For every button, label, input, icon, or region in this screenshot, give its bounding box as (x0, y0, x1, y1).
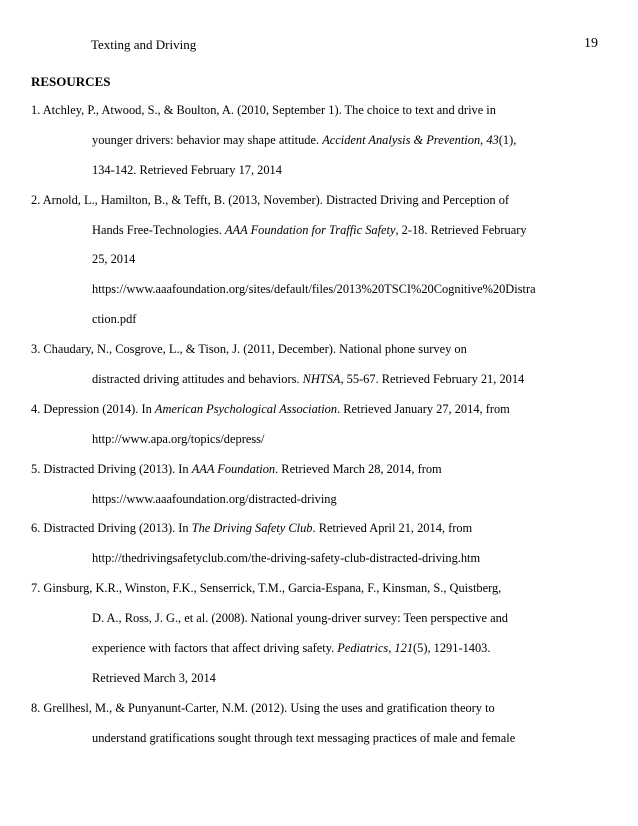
page-number: 19 (584, 36, 598, 51)
text-run: 6. Distracted Driving (2013). In (31, 521, 192, 536)
text-run: distracted driving attitudes and behaviors. (92, 372, 303, 387)
reference-line (31, 730, 551, 760)
reference-line (31, 222, 551, 252)
text-run: , 55-67. Retrieved February 21, 2014 (340, 372, 525, 387)
text-run: 8. Grellhesl, M., & Punyanunt-Carter, N.M. (2012). Using the uses and gratification theory to (31, 700, 495, 715)
text-run: (1), (498, 132, 517, 147)
running-header-title: Texting and Driving (91, 37, 197, 52)
reference-line (31, 341, 551, 371)
text-run: Retrieved March 3, 2014 (92, 670, 216, 685)
reference-line (31, 491, 551, 521)
text-run: understand gratifications sought through text messaging practices of male and female (92, 730, 516, 745)
reference-entry (31, 700, 551, 760)
section-heading: RESOURCES (31, 74, 111, 89)
text-run: 7. Ginsburg, K.R., Winston, F.K., Senserrick, T.M., Garcia-Espana, F., Kinsman, S., Quistberg, (31, 581, 502, 596)
reference-list (31, 102, 551, 760)
text-run: 2. Arnold, L., Hamilton, B., & Tefft, B. (2013, November). Distracted Driving and Perception of (31, 192, 510, 207)
text-run: . Retrieved January 27, 2014, from (337, 401, 510, 416)
text-run: http://thedrivingsafetyclub.com/the-driving-safety-club-distracted-driving.htm (92, 551, 481, 566)
italic-text: American Psychological Association (154, 401, 338, 416)
italic-text: AAA Foundation for Traffic Safety (224, 222, 396, 237)
italic-text: Pediatrics, 121 (337, 641, 414, 656)
text-run: . Retrieved April 21, 2014, from (312, 521, 473, 536)
reference-line (31, 670, 551, 700)
text-run: 134-142. Retrieved February 17, 2014 (92, 162, 282, 177)
text-run: ction.pdf (92, 312, 137, 327)
reference-line (31, 401, 551, 431)
text-run: https://www.aaafoundation.org/sites/default/files/2013%20TSCI%20Cognitive%20Distra (92, 282, 536, 297)
reference-line (31, 281, 551, 311)
reference-line (31, 192, 551, 222)
reference-line (31, 610, 551, 640)
text-run: , (480, 132, 487, 147)
reference-line (31, 431, 551, 461)
reference-line (31, 371, 551, 401)
reference-line (31, 640, 551, 670)
reference-entry (31, 401, 551, 461)
text-run: http://www.apa.org/topics/depress/ (92, 431, 265, 446)
reference-entry (31, 520, 551, 580)
reference-line (31, 102, 551, 132)
reference-line (31, 251, 551, 281)
reference-line (31, 520, 551, 550)
text-run: 5. Distracted Driving (2013). In (31, 461, 192, 476)
text-run: 1. Atchley, P., Atwood, S., & Boulton, A. (2010, September 1). The choice to text and drive in (31, 103, 496, 117)
text-run: 4. Depression (2014). In (31, 401, 155, 416)
text-run: , 2-18. Retrieved February (395, 222, 527, 237)
reference-entry (31, 341, 551, 401)
text-run: Hands Free-Technologies. (92, 222, 225, 237)
reference-line (31, 580, 551, 610)
text-run: 3. Chaudary, N., Cosgrove, L., & Tison, J. (2011, December). National phone survey on (31, 342, 467, 357)
reference-entry (31, 461, 551, 521)
italic-text: 43 (486, 132, 499, 147)
text-run: 25, 2014 (92, 252, 136, 267)
italic-text: The Driving Safety Club (191, 521, 313, 536)
reference-line (31, 461, 551, 491)
italic-text: AAA Foundation (191, 461, 276, 476)
text-run: D. A., Ross, J. G., et al. (2008). National young-driver survey: Teen perspective and (92, 611, 508, 626)
reference-line (31, 700, 551, 730)
text-run: https://www.aaafoundation.org/distracted-driving (92, 491, 337, 506)
text-run: . Retrieved March 28, 2014, from (275, 461, 442, 476)
text-run: experience with factors that affect driving safety. (92, 641, 338, 656)
reference-entry (31, 580, 551, 700)
text-run: (5), 1291-1403. (413, 641, 491, 656)
reference-line (31, 162, 551, 192)
reference-entry (31, 192, 551, 341)
reference-entry (31, 102, 551, 192)
reference-line (31, 132, 551, 162)
text-run: younger drivers: behavior may shape attitude. (92, 132, 323, 147)
italic-text: Accident Analysis & Prevention (322, 132, 481, 147)
reference-line (31, 550, 551, 580)
italic-text: NHTSA (302, 372, 341, 387)
reference-line (31, 311, 551, 341)
